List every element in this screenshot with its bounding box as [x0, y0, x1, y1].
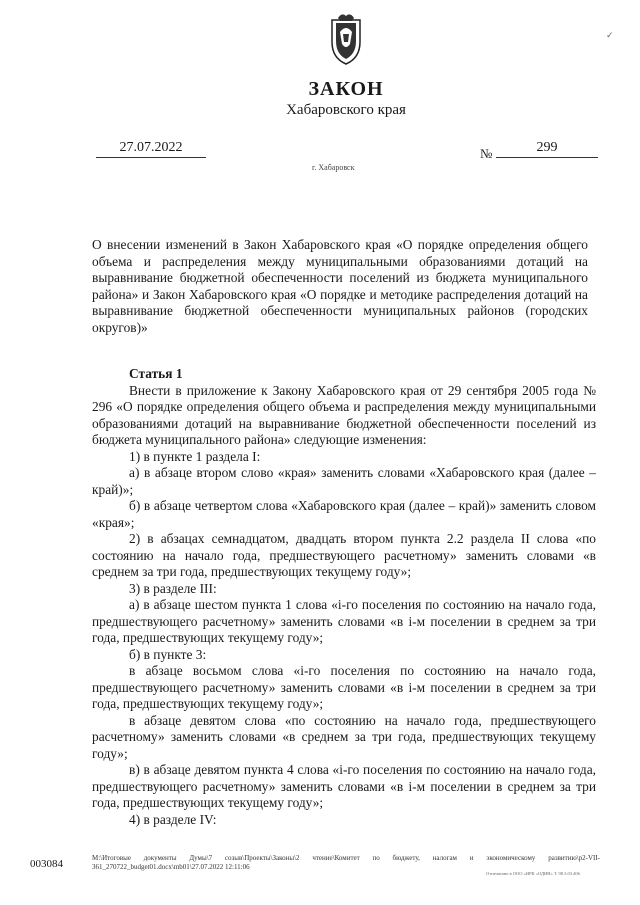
city-label: г. Хабаровск — [312, 163, 355, 172]
paragraph: Внести в приложение к Закону Хабаровского края от 29 сентября 2005 года № 296 «О порядке определения общего объема и распределения между муниципальными образованиями дотаций на выравнивание бюджетной обеспеченности поселений из бюджета муниципального района» следующие изменения: — [92, 382, 596, 447]
paragraph: 1) в пункте 1 раздела I: — [129, 448, 261, 464]
number-label: № — [480, 146, 493, 161]
paragraph: в) в абзаце девятом пункта 4 слова «i-го поселения по состоянию на начало года, предшествующего расчетному» заменить словами «в i-м поселении в среднем за три года, предшествующих текущему году»; — [92, 762, 596, 810]
paragraph: а) в абзаце шестом пункта 1 слова «i-го поселения по состоянию на начало года, предшествующего расчетному» заменить словами «в i-м поселении в среднем за три года, предшествующих текущему году»; — [92, 597, 596, 645]
file-path: M:\Итоговые документы Думы\7 созыв\Проекты\Законы\2 чтение\Комитет по бюджету, налогам и экономическому развитию\p2-VII-361_270722_budget01.docx\mb01\27.07.2022 12:11:06 — [92, 854, 600, 871]
paragraph: в абзаце восьмом слова «i-го поселения по состоянию на начало года, предшествующего расчетному» заменить словами «в i-м поселении в среднем за три года, предшествующих текущему году»; — [92, 663, 596, 711]
paragraph: 4) в разделе IV: — [129, 811, 217, 827]
article-heading: Статья 1 — [129, 366, 183, 381]
paragraph: б) в пункте 3: — [129, 646, 207, 662]
article-body — [92, 366, 596, 828]
paragraph: а) в абзаце втором слово «края» заменить словами «Хабаровского края (далее – край)»; — [92, 465, 596, 497]
paragraph: 2) в абзацах семнадцатом, двадцать втором пункта 2.2 раздела II слова «по состоянию на начало года, предшествующего расчетному» заменить словами «в среднем за три года, предшествующих текущему году»; — [92, 531, 596, 579]
law-title: О внесении изменений в Закон Хабаровского края «О порядке определения общего объема и распределения между муниципальными образованиями дотаций на выравнивание бюджетной обеспеченности поселений из бюджета муниципального района» и Закон Хабаровского края «О порядке и методике распределения дотаций на выравнивание бюджетной обеспеченности муниципальных районов (городских округов)» — [92, 237, 588, 335]
law-date: 27.07.2022 — [96, 140, 206, 158]
document-title: ЗАКОН — [308, 78, 384, 100]
corner-mark: ✓ — [606, 30, 614, 40]
coat-of-arms-emblem — [326, 10, 366, 66]
paragraph: б) в абзаце четвертом слова «Хабаровского края (далее – край)» заменить словом «края»; — [92, 498, 596, 530]
print-stamp: Отпечатано в ООО «ИРК «ОДИН» Т. 98.3.03.406 — [486, 871, 580, 876]
document-subtitle: Хабаровского края — [286, 102, 406, 118]
paragraph: в абзаце девятом слова «по состоянию на начало года, предшествующего расчетному» заменить словами «в среднем за три года, предшествующих текущему году»; — [92, 712, 596, 761]
document-code: 003084 — [30, 858, 63, 870]
paragraph: 3) в разделе III: — [129, 580, 217, 596]
law-number: 299 — [496, 140, 598, 158]
